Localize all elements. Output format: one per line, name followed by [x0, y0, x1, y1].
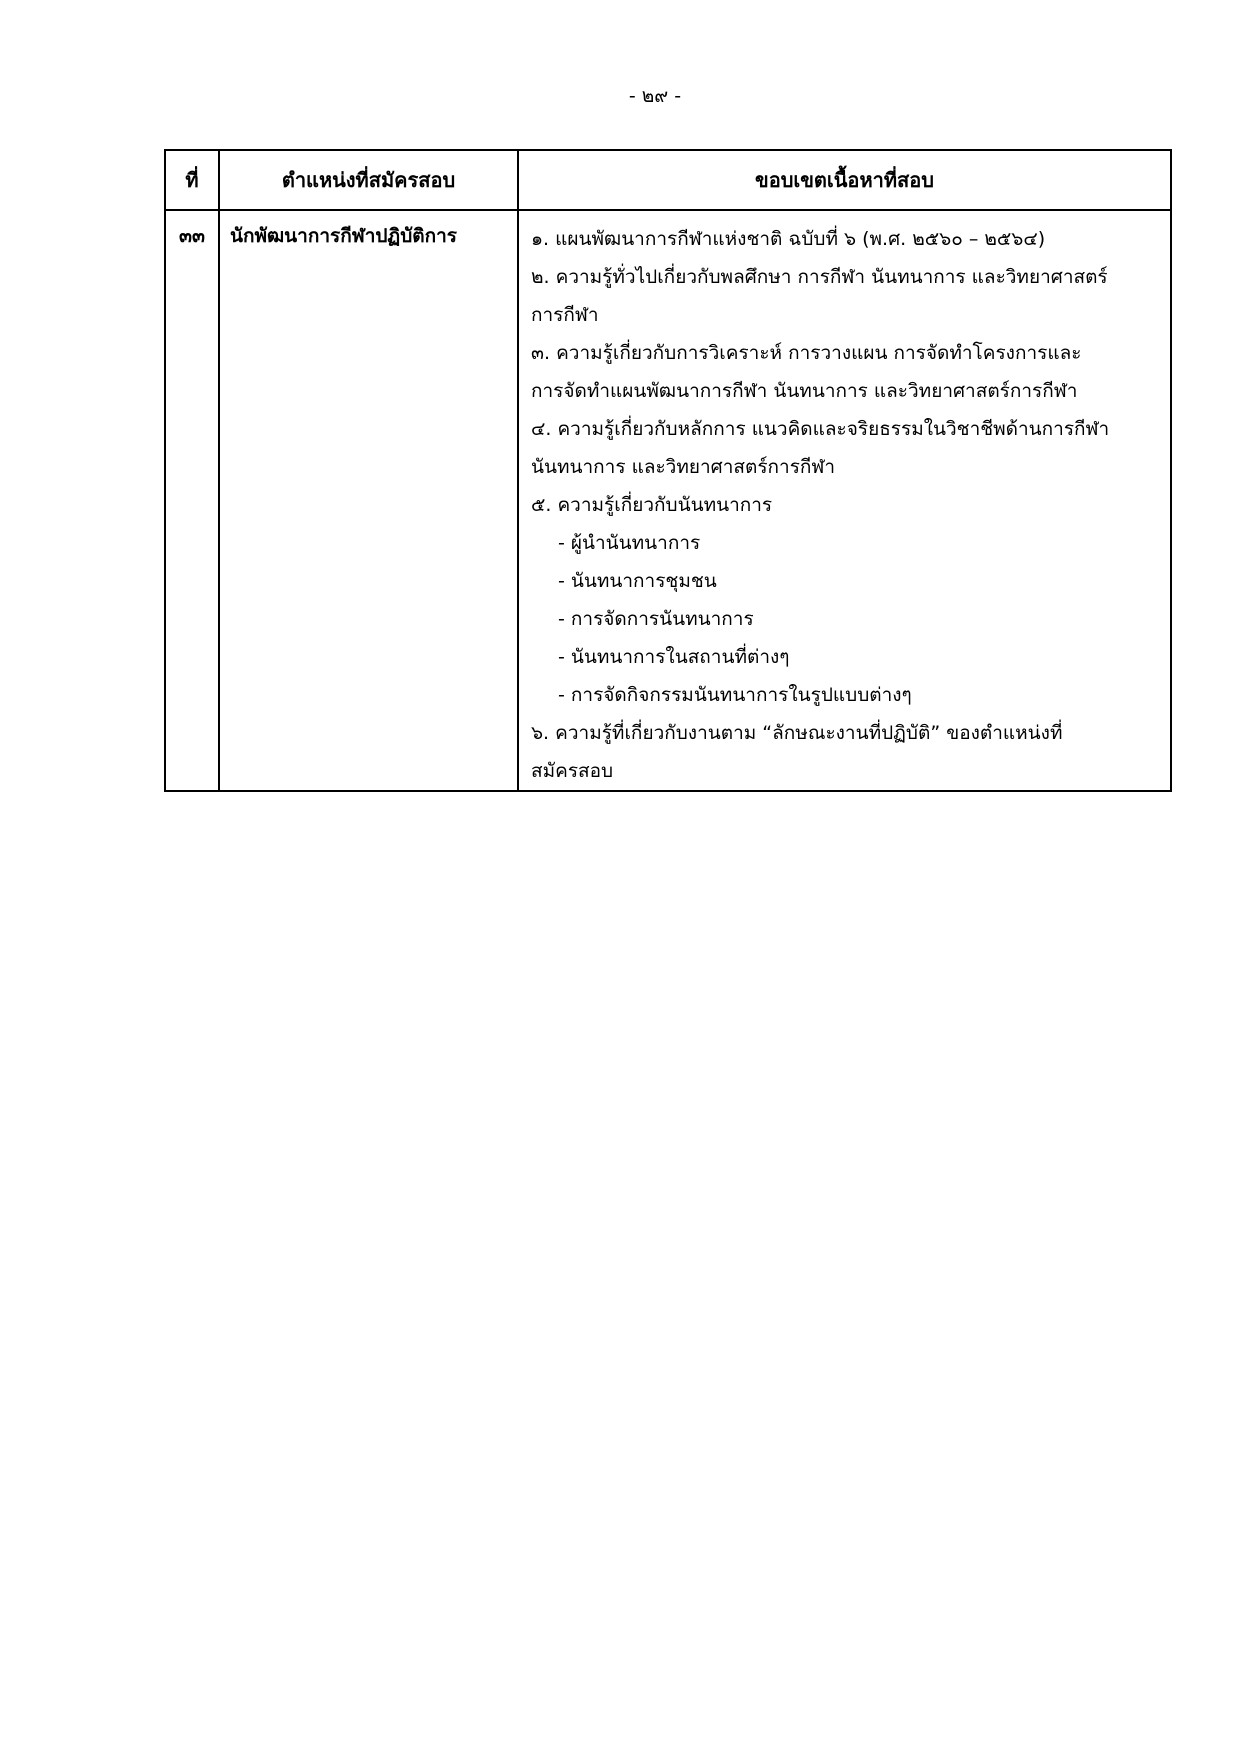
exam-scope-table	[164, 149, 1172, 792]
scope-line: การกีฬา	[531, 304, 599, 326]
scope-line: สมัครสอบ	[531, 760, 614, 782]
scope-line: ๕. ความรู้เกี่ยวกับนันทนาการ	[531, 494, 773, 516]
row-position: นักพัฒนาการกีฬาปฏิบัติการ	[219, 210, 518, 791]
scope-line: ๖. ความรู้ที่เกี่ยวกับงานตาม “ลักษณะงานที่ปฏิบัติ” ของตำแหน่งที่	[531, 722, 1063, 744]
scope-line: การจัดทำแผนพัฒนาการกีฬา นันทนาการ และวิทยาศาสตร์การกีฬา	[531, 380, 1078, 402]
scope-line: นันทนาการ และวิทยาศาสตร์การกีฬา	[531, 456, 836, 478]
table-row	[165, 210, 1171, 791]
header-scope: ขอบเขตเนื้อหาที่สอบ	[518, 150, 1171, 210]
row-scope	[518, 210, 1171, 791]
page-number: - ๒๙ -	[628, 85, 682, 107]
scope-subitem: - ผู้นำนันทนาการ	[558, 532, 701, 554]
header-no: ที่	[165, 150, 219, 210]
scope-subitem: - การจัดกิจกรรมนันทนาการในรูปแบบต่างๆ	[558, 684, 912, 706]
scope-subitem: - การจัดการนันทนาการ	[558, 608, 754, 630]
scope-line: ๔. ความรู้เกี่ยวกับหลักการ แนวคิดและจริยธรรมในวิชาชีพด้านการกีฬา	[531, 418, 1110, 440]
header-position: ตำแหน่งที่สมัครสอบ	[219, 150, 518, 210]
scope-subitem: - นันทนาการชุมชน	[558, 570, 717, 592]
scope-line: ๒. ความรู้ทั่วไปเกี่ยวกับพลศึกษา การกีฬา นันทนาการ และวิทยาศาสตร์	[531, 266, 1108, 288]
scope-line: ๓. ความรู้เกี่ยวกับการวิเคราะห์ การวางแผน การจัดทำโครงการและ	[531, 342, 1082, 364]
scope-line: ๑. แผนพัฒนาการกีฬาแห่งชาติ ฉบับที่ ๖ (พ.ศ. ๒๕๖๐ – ๒๕๖๔)	[531, 228, 1046, 250]
row-no: ๓๓	[165, 210, 219, 791]
scope-subitem: - นันทนาการในสถานที่ต่างๆ	[558, 646, 790, 668]
table-header-row	[165, 150, 1171, 210]
